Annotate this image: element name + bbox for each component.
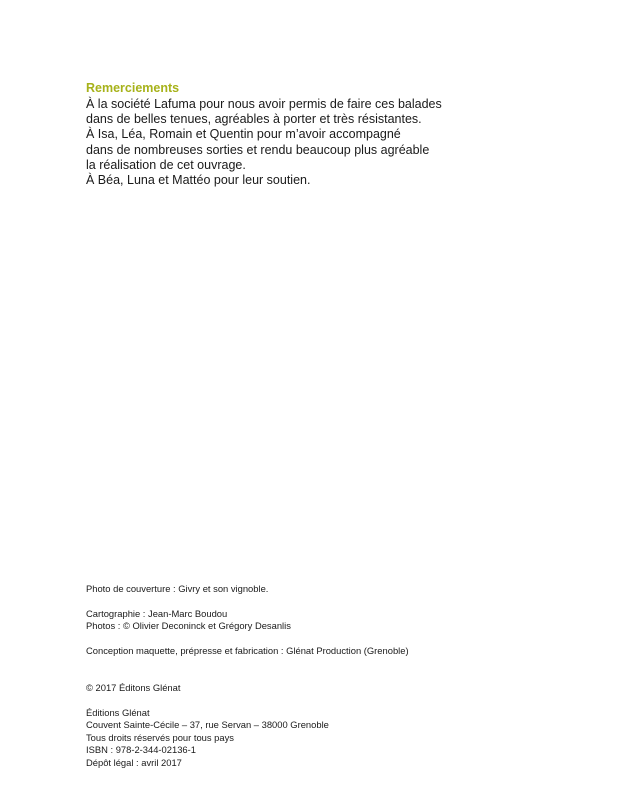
acknowledgements-line: dans de nombreuses sorties et rendu beaucoup plus agréable (86, 142, 430, 157)
isbn: ISBN : 978-2-344-02136-1 (86, 744, 196, 756)
design-credit: Conception maquette, prépresse et fabrication : Glénat Production (Grenoble) (86, 645, 409, 656)
photos-credit: Photos : © Olivier Deconinck et Grégory Desanlis (86, 620, 291, 632)
acknowledgements-line: dans de belles tenues, agréables à porter et très résistantes. (86, 112, 422, 127)
acknowledgements-section (86, 80, 546, 188)
cover-photo-credit: Photo de couverture : Givry et son vignoble. (86, 583, 269, 594)
acknowledgements-line: À Isa, Léa, Romain et Quentin pour m’avoir accompagné (86, 127, 401, 142)
publisher-name: Éditions Glénat (86, 706, 150, 718)
copyright-notice: © 2017 Éditons Glénat (86, 682, 181, 694)
acknowledgements-line: À la société Lafuma pour nous avoir permis de faire ces balades (86, 97, 442, 111)
acknowledgements-line: la réalisation de cet ouvrage. (86, 157, 246, 172)
credits-section (86, 583, 566, 769)
acknowledgements-heading: Remerciements (86, 81, 180, 95)
rights-notice: Tous droits réservés pour tous pays (86, 731, 234, 743)
acknowledgements-line: À Béa, Luna et Mattéo pour leur soutien. (86, 173, 311, 188)
legal-deposit: Dépôt légal : avril 2017 (86, 756, 182, 768)
cartography-credit: Cartographie : Jean-Marc Boudou (86, 607, 228, 619)
publisher-address: Couvent Sainte-Cécile – 37, rue Servan – 38000 Grenoble (86, 719, 329, 731)
